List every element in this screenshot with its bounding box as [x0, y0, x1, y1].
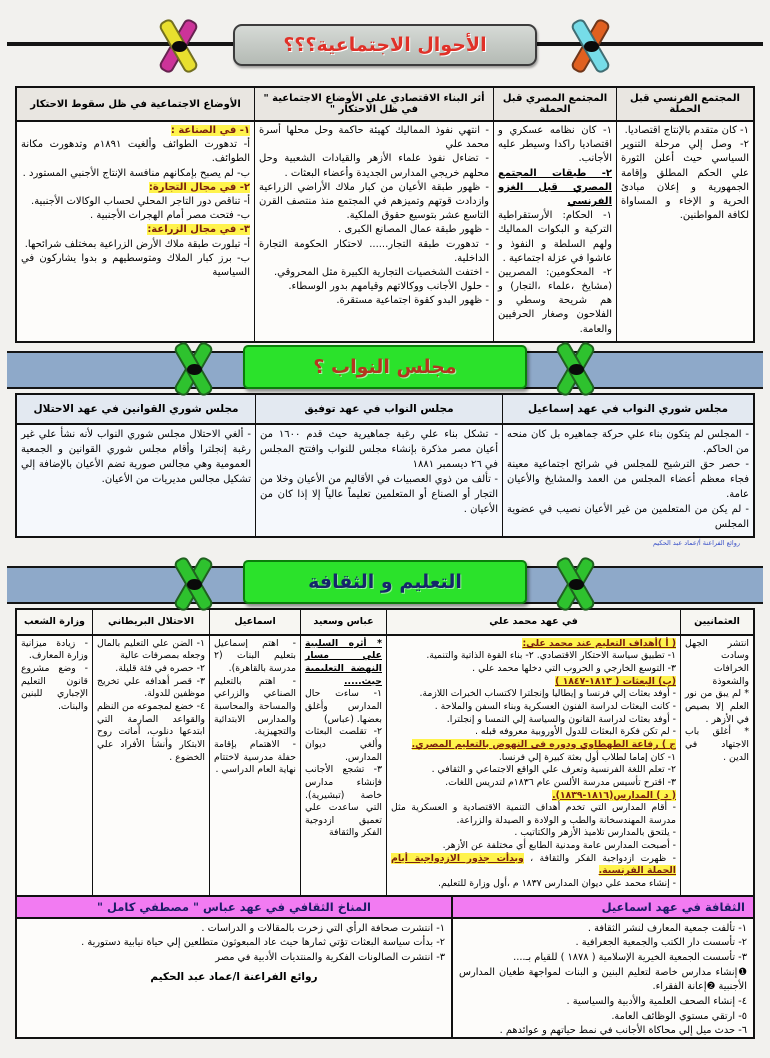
text-line: - أقام المدارس التي تخدم أهداف التنمية الاقتصادية و العسكرية مثل مدرسة المهندسخانة والطب و الولادة و الصيدلة والزراعة. [391, 802, 676, 826]
text-line: ❶إنشاء مدارس خاصة لتعليم البنين و البنات لمواجهة طغيان المدارس الأجنبية ❷إعانة الفقراء. [459, 966, 747, 993]
column-content [255, 122, 493, 341]
crayon-dot [172, 41, 187, 52]
text-line: - حلول الأجانب ووكالاتهم وقيامهم بدور الوسطاء. [288, 281, 489, 293]
text-line: ٢- تعلم اللغة الفرنسية وتعرف علي الواقع الاجتماعي و الثقافي . [431, 764, 676, 776]
column-content [301, 636, 386, 895]
column-content [93, 636, 209, 895]
text-line: - اختفت الشخصيات التجارية الكبيرة مثل المحروقي. [274, 266, 489, 278]
text-line: (ب) البعثات ( ١٨١٣-١٨٤٧ ) [555, 675, 676, 687]
text-line: ٦- حدث ميل إلي محاكاة الأجانب في نمط حياتهم و عوائدهم . [499, 1025, 747, 1037]
text-line: - لم يكن من المتعلمين من غير الأعيان نصيب في عضوية المجلس [507, 503, 749, 530]
text-line: ١- كان إماما لطلاب أول بعثة كبيرة إلي فرنسا. [498, 751, 676, 763]
col-british-occupation [93, 610, 210, 895]
text-line: - إنشاء محمد علي ديوان المدارس ١٨٣٧ م ،أول وزارة للتعليم. [438, 877, 676, 889]
crossed-crayons-icon [162, 337, 226, 401]
text-line: ٣- قصر أهدافه علي تخريج موظفين للدولة. [97, 675, 205, 700]
text-line: - تدهورت طبقة التجار...... لاحتكار الحكومة التجارة الداخلية. [259, 238, 489, 264]
crayon-dot [569, 579, 584, 590]
section-title-text: الأحوال الاجتماعية؟؟؟ [283, 34, 487, 56]
col-mohamed-ali [387, 610, 681, 895]
culture-ismail-content [451, 919, 753, 1037]
column-header: المجتمع المصري قبل الحملة [494, 88, 616, 122]
section-title-parliament [243, 345, 527, 389]
text-line: ج ) رفاعة الطهطاوي ودوره في النهوض بالتعليم المصري. [411, 738, 676, 750]
col-ottomans [681, 610, 753, 895]
text-line: ٣- تأسست الجمعية الخيرية الإسلامية ( ١٨٧٨ ) للقيام بـ.... [513, 952, 747, 963]
text-line: - تألف من ذوي العصبيات في الأقاليم من الأعيان وخلا من التجار أو الصناع أو المتعلمين تعليماً عالياً إلا إذا كان من الأعيان . [260, 473, 498, 515]
column-content [387, 636, 680, 895]
crossed-crayons-icon [147, 14, 211, 78]
column-header: العثمانيين [681, 610, 753, 636]
crayon-dot [187, 364, 202, 375]
text-line: ٤- إنشاء الصحف العلمية والأدبية والسياسية . [566, 996, 747, 1008]
section-title-education [243, 560, 527, 604]
crossed-crayons-icon [162, 552, 226, 616]
column-header: وزارة الشعب [17, 610, 92, 636]
text-line: ٣- التوسع الخارجي و الحروب التي دخلها محمد علي . [472, 663, 676, 675]
column-header: أثر البناء الاقتصادي علي الأوضاع الاجتماعية " في ظل الاحتكار " [255, 88, 493, 122]
crayon-dot [569, 364, 584, 375]
culture-abbas-content [17, 919, 451, 1037]
text-line: - كانت البعثات لدراسة الفنون العسكرية وبناء السفن والملاحة . [434, 701, 676, 713]
text-line: - أوفد بعثات لدراسة القانون والسياسة إلي النمسا و إنجلترا. [446, 713, 676, 725]
section-title-social [233, 24, 537, 66]
column-content [17, 636, 92, 895]
text-line: أ- تناقص دور التاجر المحلي لحساب الوكالات الأجنبية. [31, 195, 250, 207]
column-content [17, 122, 254, 341]
section-title-text: التعليم و الثقافة [308, 570, 462, 593]
text-line: ٢- حصره في فئة قليلة. [115, 663, 205, 675]
social-conditions-table [15, 86, 755, 343]
col-tawfiq-council [256, 395, 503, 536]
text-line: - تضاءل نفوذ علماء الأزهر والقيادات الشعبية وحل محلهم خريجي المدارس الجديدة وأعضاء البعثات . [259, 153, 489, 179]
text-line: - لم تكن فكرة البعثات للدول الأوروبية معروفه قبله . [475, 726, 676, 738]
text-line: ٤- خضع لمجموعه من النظم والقواعد الصارمة التي ابتدعها دنلوب، أماتت روح الابتكار وأنشأ الأفراد علي الخضوع . [97, 701, 205, 763]
text-line: ٢- في مجال التجارة: [148, 181, 250, 193]
text-line: أ- تبلورت طبقة ملاك الأرض الزراعية بمختلف شرائحها. [24, 238, 250, 250]
col-occupation-council [17, 395, 256, 536]
text-line: - ظهور طبقة عمال المصانع الكبرى . [337, 224, 489, 236]
culture-header-ismail: الثقافة في عهد اسماعيل [451, 897, 753, 917]
text-line: ١- تألفت جمعية المعارف لنشر الثقافة . [587, 922, 747, 934]
crossed-crayons-icon [544, 552, 608, 616]
text-line: ٢- تأسست دار الكتب والجمعية الجغرافية . [575, 937, 747, 949]
text-line: ١- انتشرت صحافة الرأي التي زخرت بالمقالات و الدراسات . [201, 922, 445, 934]
text-line: - أصبحت المدارس عامة ومدنية الطابع أي مختلفة عن الأزهر. [442, 840, 676, 852]
section-header-parliament [7, 343, 763, 393]
text-line: - حصر حق الترشيح للمجلس في شرائح اجتماعية معينة فجاء معظم أعضاء المجلس من العمد والمشايخ والأعيان عامة. [507, 458, 749, 500]
culture-header-row [15, 895, 755, 917]
text-line: * لم يبق من نور العلم إلا بصيص في الأزهر . [685, 688, 749, 725]
col-economic-impact [255, 88, 494, 341]
text-line: ٢- وصل إلي مرحلة التنوير السياسي حيث أعلن الثورة علي الحكم المطلق وإقامة الجمهورية و إعلان مبادئ الحرية و الإخاء و المساواة لكافة المواطنين. [621, 139, 749, 222]
col-ismail-era [210, 610, 301, 895]
watermark-signature: روائع الفراعنة أ/عماد عبد الحكيم [652, 538, 740, 547]
text-line: ٥- ارتقي مستوي الوظائف العامة. [611, 1010, 747, 1022]
text-line: ١- ساءت حال المدارس وأغلق بعضها. (عباس) [305, 688, 382, 725]
crossed-crayons-icon [544, 337, 608, 401]
crayon-dot [584, 41, 599, 52]
text-line: - اهتم إسماعيل بتعليم البنات (٢ مدرسة بالقاهرة). [214, 637, 296, 675]
col-abbas-said [301, 610, 387, 895]
text-line: - وضع مشروع قانون التعليم الإجباري للبنين والبنات. [21, 663, 88, 713]
text-line: - ظهور البدو كقوة اجتماعية مستقرة. [336, 295, 489, 307]
text-line: * أثره السلبية علي مسار النهضة التعليمية حيث..... [305, 637, 382, 687]
column-header: مجلس شوري النواب في عهد إسماعيل [503, 395, 753, 425]
col-egyptian-society [494, 88, 617, 341]
text-line: - الاهتمام بإقامة حفلة مدرسية لاختتام نهاية العام الدراسي . [214, 738, 296, 776]
text-line: ٢- المحكومين: المصريين (مشايخ ،علماء ،التجار) و هم شريحة وسطي و الفلاحون وصغار الحرفيين والعامة. [498, 266, 612, 335]
column-header: الأوضاع الاجتماعية في ظل سقوط الاحتكار [17, 88, 254, 122]
text-line: - المجلس لم يتكون بناء علي حركة جماهيره بل كان منحه من الحاكم. [507, 428, 749, 455]
text-line: - تشكل بناء علي رغبة جماهيرية حيث قدم ١٦٠٠ من أعيان مصر مذكرة بإنشاء مجلس للنواب وافتتح المجلس في ٢٦ ديسمبر ١٨٨١ [260, 428, 499, 470]
text-line: ١- في الصناعة : [170, 125, 250, 136]
text-line: - اهتم بالتعليم الصناعي والزراعي والمساحة والمحاسبة والمدارس الابتدائية والتجهيزية. [214, 675, 296, 738]
text-line: ٢- بدأت سياسة البعثات تؤتي ثمارها حيث عاد المبعوثون متطلعين إلي حياة نيابية دستورية . [81, 937, 445, 949]
column-header: في عهد محمد علي [387, 610, 680, 636]
text-line: - يلتحق بالمدارس تلاميذ الأزهر والكتاتيب . [514, 827, 676, 839]
section-header-social [7, 0, 763, 86]
culture-content-row [15, 917, 755, 1039]
column-header: مجلس شوري القوانين في عهد الاحتلال [17, 395, 255, 425]
col-ismail-council [503, 395, 753, 536]
culture-abbas-list [23, 922, 445, 966]
col-people-ministry [17, 610, 93, 895]
text-line: ب- لم يصبح بإمكانهم منافسة الإنتاج الأجنبي المستورد . [22, 167, 250, 179]
column-header: الاحتلال البريطاني [93, 610, 209, 636]
text-line: ١- تطبيق سياسة الاحتكار الاقتصادي. ٢- بناء القوة الذاتية والتنمية. [426, 650, 676, 662]
column-content [617, 122, 753, 341]
column-content [494, 122, 616, 341]
text-line: - زيادة ميزانية وزارة المعارف. [21, 637, 88, 662]
text-line: - انتهي نفوذ المماليك كهيئة حاكمة وحل محلها أسرة محمد علي [259, 125, 489, 151]
text-line: - ظهرت ازدواجية الفكر والثقافة ، وبدأت جذور الازدواجية أيام الحملة الفرنسية. [391, 852, 676, 877]
column-header: اسماعيل [210, 610, 300, 636]
column-header: المجتمع الفرنسي قبل الحملة [617, 88, 753, 122]
column-header: عباس وسعيد [301, 610, 386, 636]
text-line: ٣- في مجال الزراعة: [147, 224, 250, 236]
text-line: ب- برز كبار الملاك ومتوسطيهم و بدوا يشاركون في السياسية [21, 252, 250, 278]
text-line: - ظهور طبقة الأعيان من كبار ملاك الأراضي الزراعية وازدادت قوتهم وتميزهم في المجتمع منذ منتصف القرن التاسع عشر بتوسيع حقوق الملكية. [259, 181, 489, 222]
education-table [15, 608, 755, 895]
text-line: ١- الحكام: الأرستقراطية التركية و البكوات المماليك ولهم السلطة و النفوذ و عاشوا في عزلة اجتماعية . [498, 210, 612, 264]
text-line: * أغلق باب الاجتهاد في الدين . [685, 726, 749, 763]
text-line: ٣- اقترح تأسيس مدرسة الألسن عام ١٨٣٦م لتدريس اللغات. [445, 776, 676, 788]
text-line: ٣- انتشرت الصالونات الفكرية والمنتديات الأدبية في مصر [215, 952, 445, 963]
section-title-text: مجلس النواب ؟ [313, 355, 457, 378]
column-content [503, 425, 753, 536]
text-line: ٣- تشجع الأجانب فإنشاء مدارس خاصة (تبشيرية). التي ساعدت علي تعميق ازدوجية الفكر والثقافة [305, 764, 382, 839]
column-header: مجلس النواب في عهد توفيق [256, 395, 502, 425]
column-content [210, 636, 300, 895]
text-line: ١- كان متقدم بالإنتاج اقتصاديا. [624, 125, 749, 136]
crossed-crayons-icon [559, 14, 623, 78]
text-line: ١- كان نظامه عسكري و اقتصاديا راكدا وسيطر عليه الأجانب. [498, 125, 612, 165]
text-line: ( أ )أهداف التعليم عند محمد علي: [522, 637, 676, 649]
column-content [681, 636, 753, 895]
col-monopoly-fall [17, 88, 255, 341]
text-line: - أوفد بعثات إلي فرنسا و إيطاليا وإنجلترا لاكتساب الخبرات اللازمة. [419, 688, 676, 700]
column-content [256, 425, 502, 536]
text-line: ( د ) المدارس(١٨١٦-١٨٣٩). [552, 789, 676, 801]
text-line: ١- الضن علي التعليم بالمال وجعله بمصرفات عالية [97, 637, 205, 662]
col-french-society [617, 88, 753, 341]
text-line: ٢- تقلصت البعثات وألغي ديوان المدارس. [305, 726, 382, 763]
text-line: أ- تدهورت الطوائف وألغيت ١٨٩١م وتدهورت مكانة الطوائف. [21, 139, 250, 165]
parliament-table [15, 393, 755, 538]
text-line: انتشر الجهل وسادت الخرافات والشعوذة [685, 637, 749, 687]
text-line: ب- فتحت مصر أمام الهجرات الأجنبية . [90, 210, 250, 222]
section-header-education [7, 558, 763, 608]
column-content [17, 425, 255, 536]
text-line: ٢- طبقات المجتمع المصري قبل الغزو الفرنسي [498, 167, 612, 207]
text-line: - ألغي الاحتلال مجلس شوري النواب لأنه نشأ علي غير رغبة إنجلترا وأقام مجلس شوري القوانين و الجمعية العمومية وهي مجالس صورية تضم الأعيان بالإضافة إلي تشكيل مجالس مديريات من الأعيان. [21, 428, 251, 485]
crayon-dot [187, 579, 202, 590]
culture-header-abbas: المناخ الثقافي في عهد عباس " مصطفي كامل " [97, 899, 371, 914]
author-signature: روائع الفراعنة ا/عماد عبد الحكيم [150, 970, 318, 983]
